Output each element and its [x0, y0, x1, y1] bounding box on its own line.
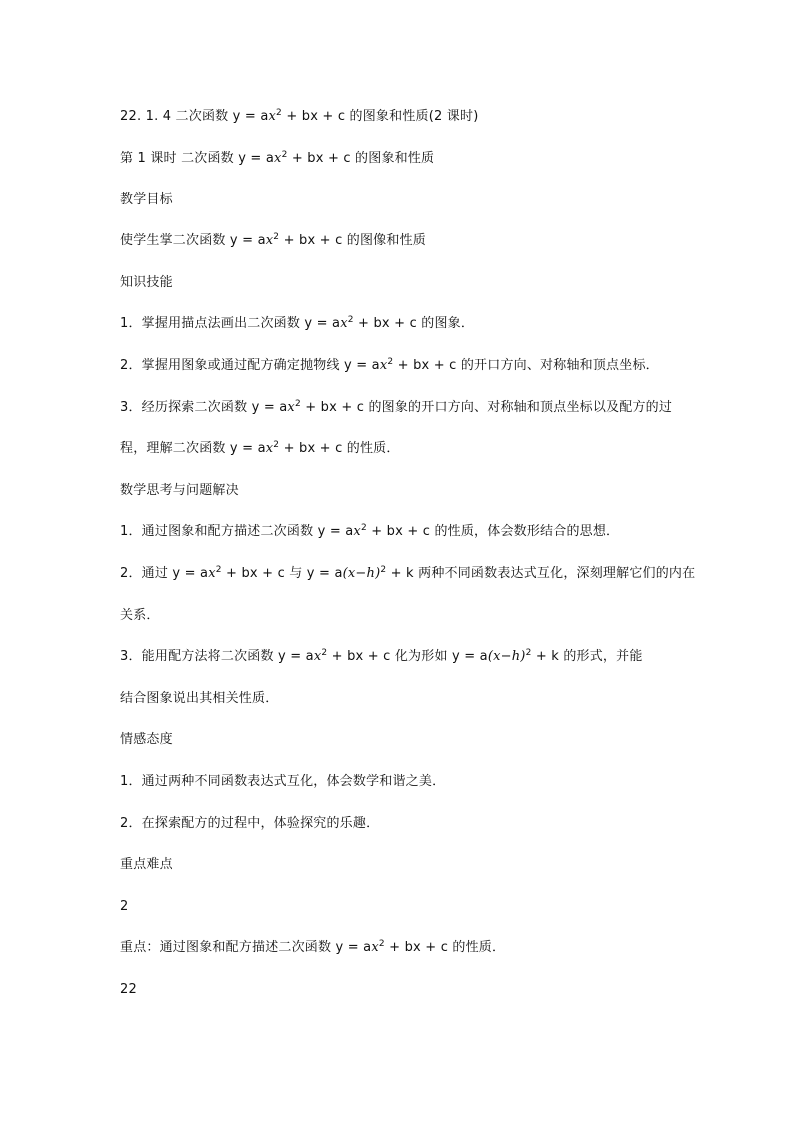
key-point: 重点：通过图象和配方描述二次函数 $y = ax^2$ + bx + c 的性质．: [120, 939, 506, 955]
knowledge-item-1: 1．掌握用描点法画出二次函数 $y = ax^2$ + bx + c 的图象．: [120, 315, 475, 331]
attitude-item-2: 2．在探索配方的过程中，体验探究的乐趣．: [120, 816, 380, 831]
thinking-heading: 数学思考与问题解决: [120, 483, 239, 498]
goals-heading: 教学目标: [120, 192, 173, 207]
thinking-item-2-line-1: 2．通过 $y = ax^2$ + bx + c 与 $y = a(x-h)^2 + k$ 两种不同函数表达式互化，深刻理解它们的内在: [120, 565, 696, 581]
knowledge-item-3-line-2: 程，理解二次函数 $y = ax^2$ + bx + c 的性质．: [120, 440, 400, 456]
focus-number-2: 22: [120, 982, 137, 997]
attitude-heading: 情感态度: [120, 732, 173, 747]
focus-number-1: 2: [120, 899, 129, 914]
knowledge-heading: 知识技能: [120, 275, 173, 290]
focus-heading: 重点难点: [120, 857, 173, 872]
goals-intro: 使学生掌二次函数 $y = ax^2$ + bx + c 的图像和性质: [120, 232, 426, 248]
knowledge-item-2: 2．掌握用图象或通过配方确定抛物线 $y = ax^2$ + bx + c 的开口方向、对称轴和顶点坐标．: [120, 357, 659, 373]
document-title: 22. 1. 4 二次函数 $y = ax^2$ + bx + c 的图象和性质(2 课时): [120, 108, 479, 124]
thinking-item-3-line-2: 结合图象说出其相关性质．: [120, 691, 279, 706]
attitude-item-1: 1．通过两种不同函数表达式互化，体会数学和谐之美．: [120, 774, 446, 789]
lesson-title: 第 1 课时 二次函数 $y = ax^2$ + bx + c 的图象和性质: [120, 150, 435, 166]
thinking-item-1: 1．通过图象和配方描述二次函数 $y = ax^2$ + bx + c 的性质，体会数形结合的思想．: [120, 523, 620, 539]
thinking-item-3-line-1: 3．能用配方法将二次函数 $y = ax^2$ + bx + c 化为形如 $y = a(x-h)^2 + k$ 的形式，并能: [120, 648, 643, 664]
thinking-item-2-line-2: 关系．: [120, 608, 160, 623]
knowledge-item-3-line-1: 3．经历探索二次函数 $y = ax^2$ + bx + c 的图象的开口方向、对称轴和顶点坐标以及配方的过: [120, 399, 673, 415]
